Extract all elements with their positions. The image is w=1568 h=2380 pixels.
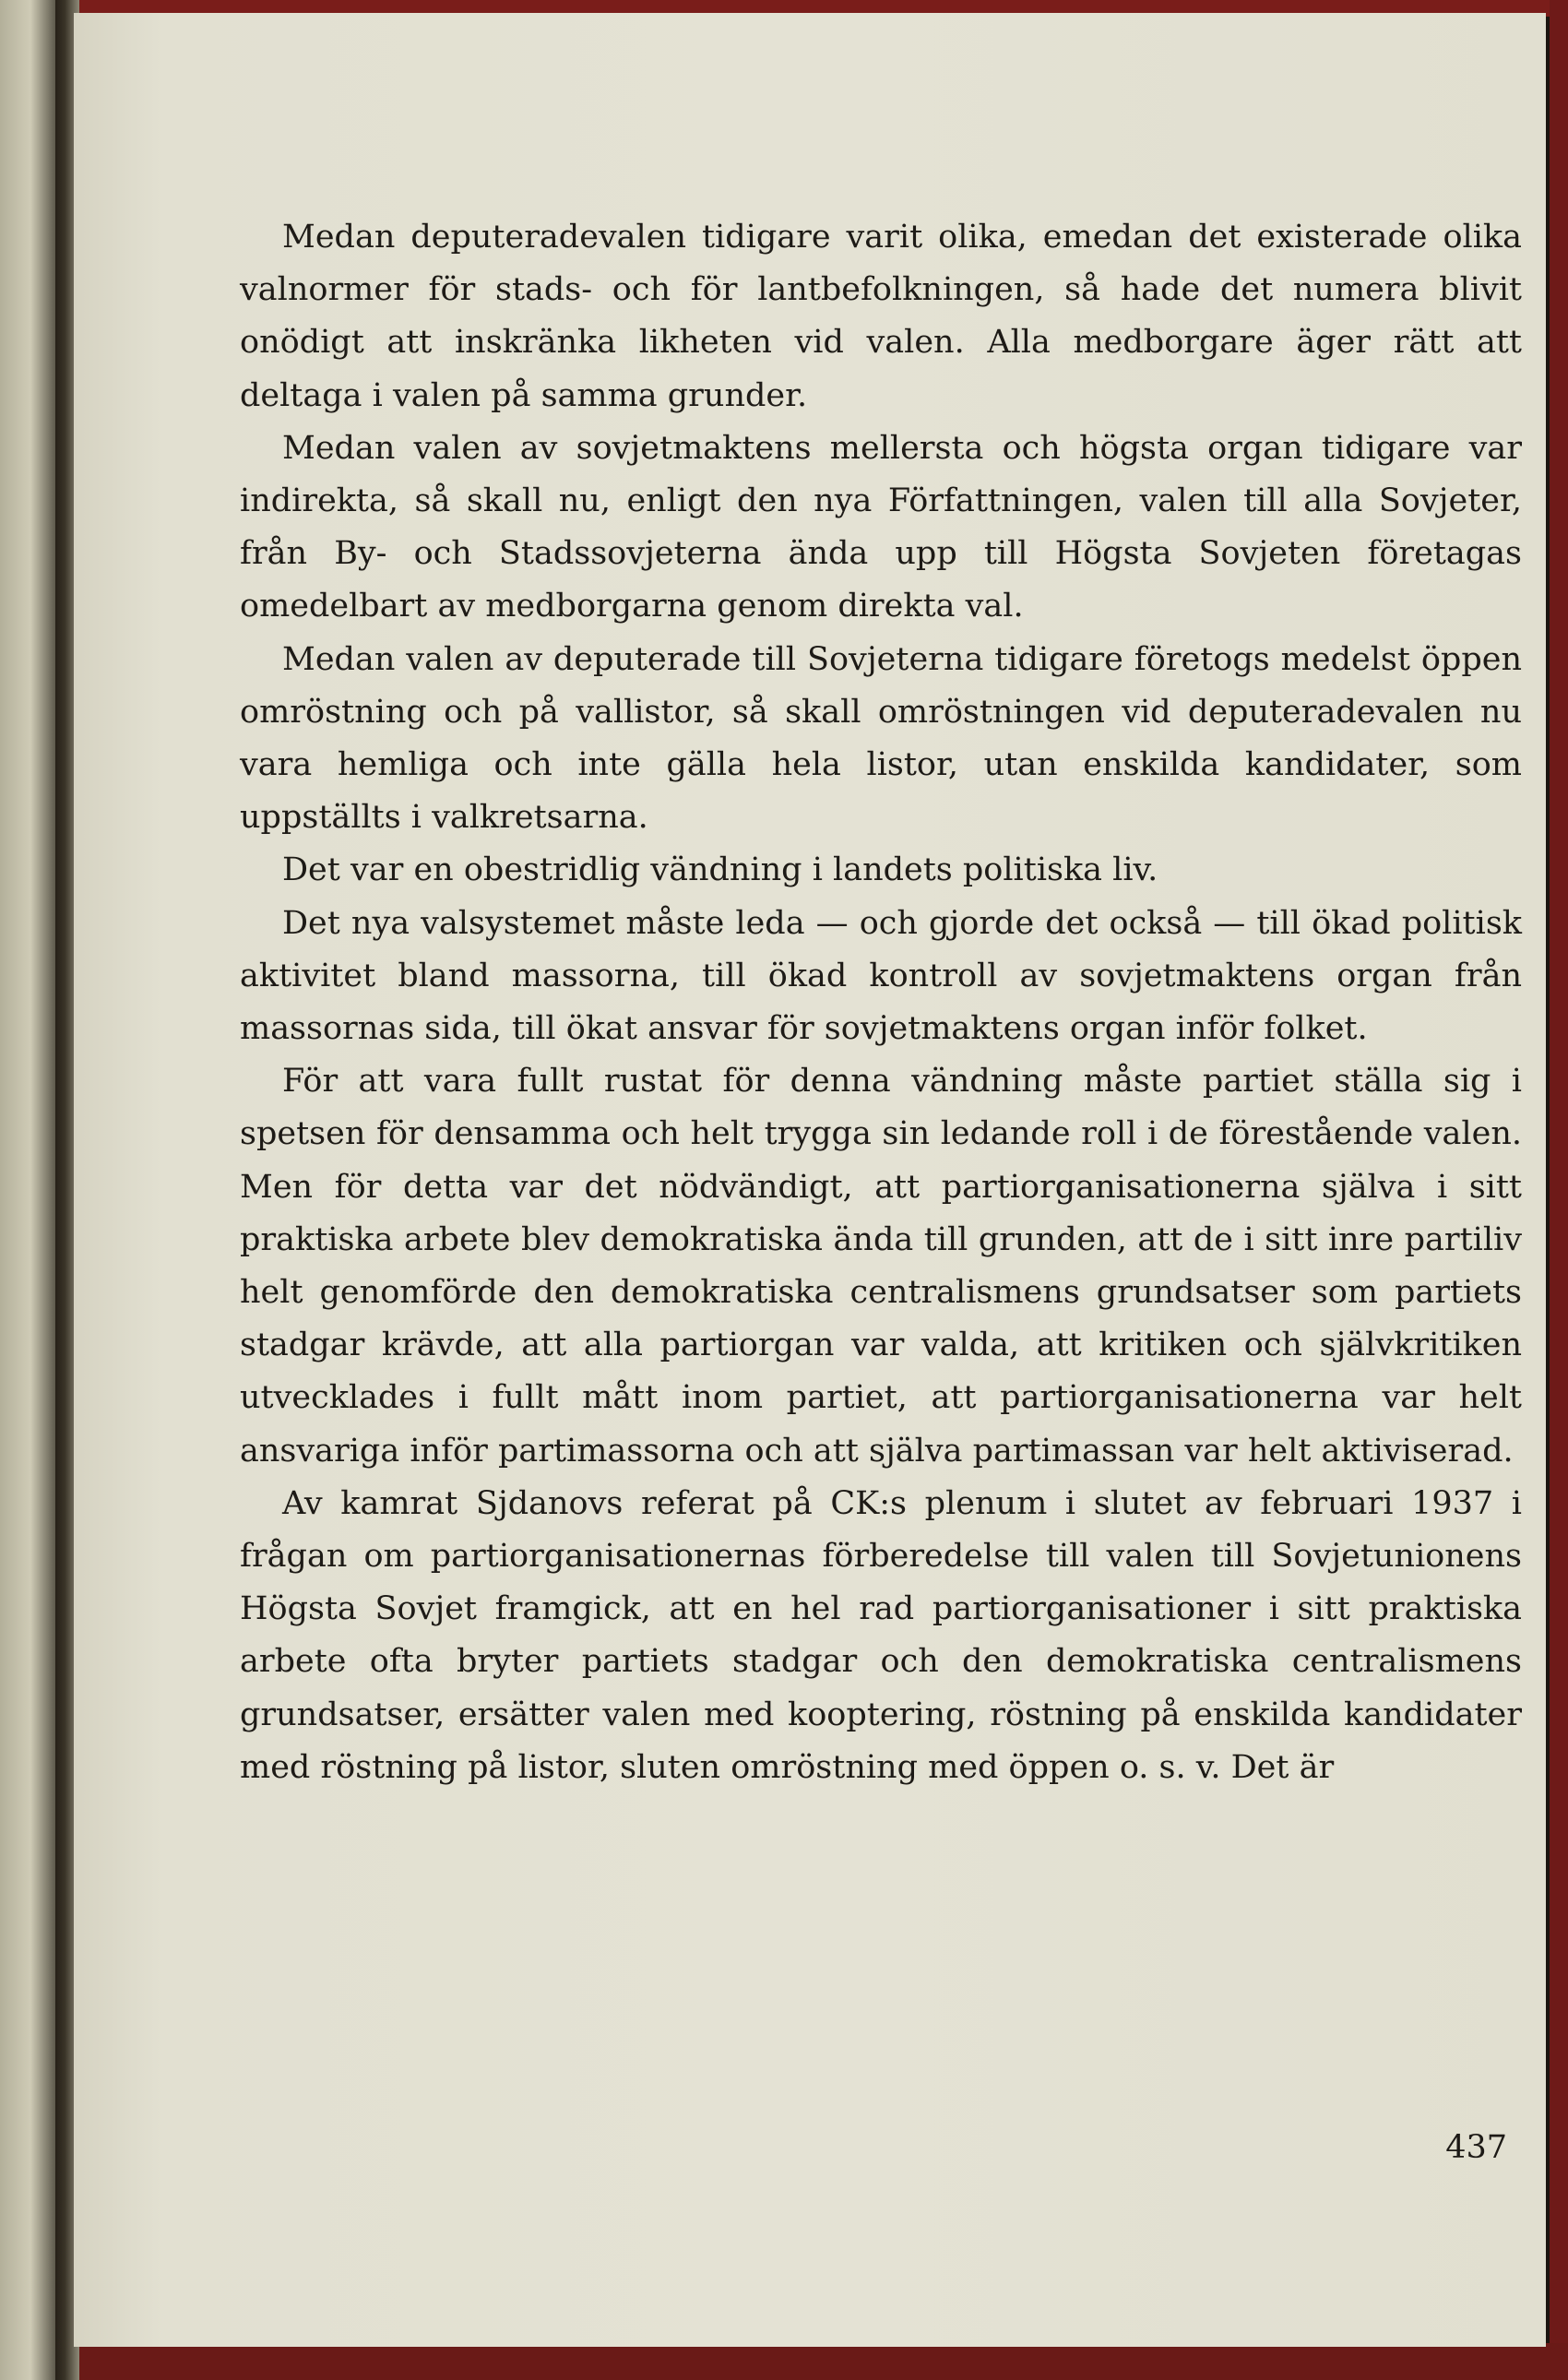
paragraph-3: Medan valen av deputerade till Sovjeterna tidigare företogs medelst öppen omröstning och på vallistor, så skall omröstningen vid deputeradevalen nu vara hemliga och inte gälla hela listor, utan enskilda kandidater, som uppställts i valkretsarna. xyxy=(240,640,1522,837)
book-cover-bottom-edge xyxy=(0,2343,1568,2380)
page-body-text xyxy=(240,211,1522,1794)
paragraph-2: Medan valen av sovjetmaktens mellersta och högsta organ tidigare var indirekta, så skall nu, enligt den nya Författningen, valen till alla Sovjeter, från By- och Stadssovjeterna ända upp till Högsta Sovjeten företagas omedelbart av medborgarna genom direkta val. xyxy=(240,429,1522,625)
paragraph-6: För att vara fullt rustat för denna vändning måste partiet ställa sig i spetsen för densamma och helt trygga sin ledande roll i de förestående valen. Men för detta var det nödvändigt, att partiorganisationerna själva i sitt praktiska arbete blev demokratiska ända till grunden, att de i sitt inre partiliv helt genomförde den demokratiska centralismens grundsatser som partiets stadgar krävde, att alla partiorgan var valda, att kritiken och självkritiken utvecklades i fullt mått inom partiet, att partiorganisationerna var helt ansvariga inför partimassorna och att själva partimassan var helt aktiviserad. xyxy=(240,1063,1522,1470)
paragraph-4: Det var en obestridlig vändning i landets politiska liv. xyxy=(282,851,1158,889)
paragraph-1: Medan deputeradevalen tidigare varit olika, emedan det existerade olika valnormer för stads- och för lantbefolkningen, så hade det numera blivit onödigt att inskränka likheten vid valen. Alla medborgare äger rätt att deltaga i valen på samma grunder. xyxy=(240,219,1522,414)
paragraph-5: Det nya valsystemet måste leda — och gjorde det också — till ökad politisk aktivitet bland massorna, till ökad kontroll av sovjetmaktens organ från massornas sida, till ökat ansvar för sovjetmaktens organ inför folket. xyxy=(240,904,1522,1048)
paragraph-7: Av kamrat Sjdanovs referat på CK:s plenum i slutet av februari 1937 i frågan om partiorganisationernas förberedelse till valen till Sovjetunionens Högsta Sovjet framgick, att en hel rad partiorganisationer i sitt praktiska arbete ofta bryter partiets stadgar och den demokratiska centralismens grundsatser, ersätter valen med kooptering, röstning på enskilda kandidater med röstning på listor, sluten omröstning med öppen o. s. v. Det är xyxy=(240,1484,1522,1786)
book-page xyxy=(74,13,1546,2347)
book-cover-right-edge xyxy=(1550,0,1568,2380)
page-number: 437 xyxy=(1445,2129,1507,2166)
left-page-edge xyxy=(0,0,55,2380)
